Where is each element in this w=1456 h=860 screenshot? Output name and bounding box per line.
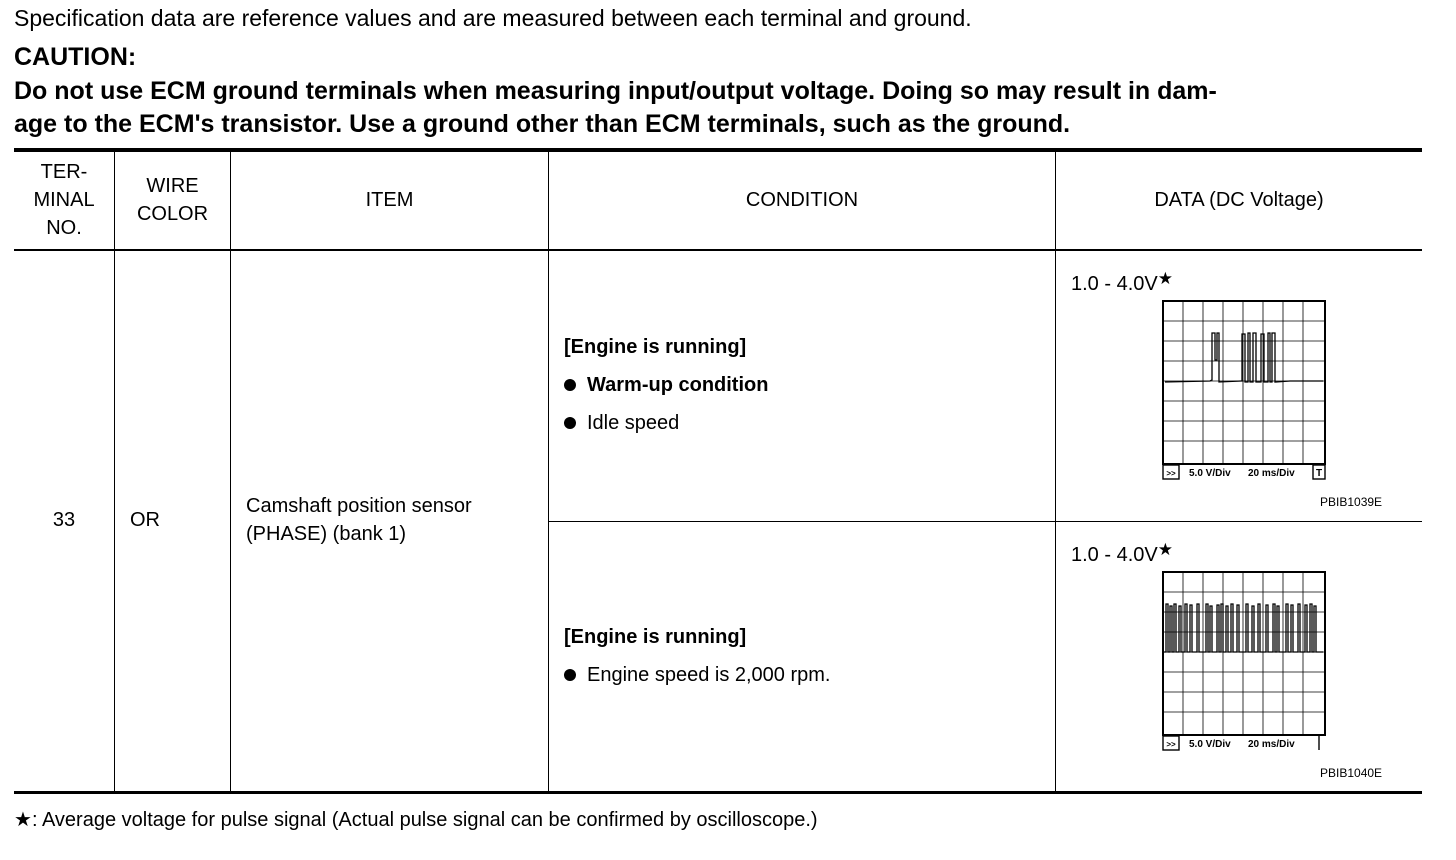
header-bottom-rule	[14, 249, 1422, 251]
scope-2-scale: 5.0 V/Div	[1189, 739, 1231, 750]
table-bottom-rule	[14, 791, 1422, 794]
condition-divider	[548, 521, 1422, 522]
caution-line-1: Do not use ECM ground terminals when measuring input/output voltage. Doing so may result in dam-	[14, 77, 1217, 105]
condition-1-bullet-2	[564, 409, 768, 437]
condition-1-bullet-1-text: Warm-up condition	[587, 374, 769, 396]
condition-1-bullet-1	[564, 371, 768, 399]
scope-1-arrow: >>	[1166, 469, 1176, 478]
header-wire-line-2: COLOR	[136, 203, 209, 225]
voltage-1-value: 1.0 - 4.0V	[1071, 273, 1158, 295]
scope-2-arrow: >>	[1166, 740, 1176, 749]
bullet-dot-icon	[564, 417, 576, 429]
scope-1-time: 20 ms/Div	[1248, 468, 1295, 479]
item-line-1: Camshaft position sensor	[246, 495, 472, 517]
condition-2-bullet-1-text: Engine speed is 2,000 rpm.	[587, 664, 831, 686]
bullet-dot-icon	[564, 669, 576, 681]
header-terminal-no	[14, 152, 114, 248]
voltage-1	[1071, 266, 1173, 297]
header-wire-line-1: WIRE	[146, 175, 199, 197]
voltage-2-value: 1.0 - 4.0V	[1071, 544, 1158, 566]
wire-color: OR	[130, 509, 160, 531]
oscilloscope-waveform-2	[1162, 571, 1328, 753]
spec-table	[14, 148, 1422, 794]
item-line-2: (PHASE) (bank 1)	[246, 523, 407, 545]
header-terminal-line-1: TER-	[40, 161, 88, 183]
item-description	[246, 492, 472, 548]
scope-1-scale: 5.0 V/Div	[1189, 468, 1231, 479]
oscilloscope-waveform-1	[1162, 300, 1328, 482]
figure-code-1: PBIB1039E	[1320, 495, 1383, 509]
condition-2-bullet-1	[564, 661, 831, 689]
condition-1	[564, 333, 768, 437]
header-condition: CONDITION	[745, 189, 859, 211]
header-data: DATA (DC Voltage)	[1154, 189, 1324, 211]
bullet-dot-icon	[564, 379, 576, 391]
star-icon: ★	[14, 809, 32, 831]
voltage-2	[1071, 537, 1173, 568]
figure-code-2: PBIB1040E	[1320, 766, 1383, 780]
caution-line-2: age to the ECM's transistor. Use a ground other than ECM terminals, such as the ground.	[14, 110, 1071, 138]
star-icon: ★	[1157, 269, 1173, 288]
header-terminal-line-3: NO.	[46, 217, 82, 239]
header-wire-color	[115, 152, 230, 248]
condition-1-heading: [Engine is running]	[564, 336, 747, 358]
caution-text	[14, 75, 1424, 141]
caution-title: CAUTION:	[14, 43, 137, 71]
footnote-text: : Average voltage for pulse signal (Actual pulse signal can be confirmed by oscilloscope.)	[31, 809, 818, 831]
scope-1-trigger: T	[1315, 468, 1323, 479]
header-terminal-line-2: MINAL	[33, 189, 95, 211]
footnote	[14, 806, 818, 834]
intro-text: Specification data are reference values and are measured between each terminal and ground.	[14, 5, 972, 31]
condition-1-bullet-2-text: Idle speed	[587, 412, 680, 434]
terminal-number: 33	[52, 509, 76, 531]
star-icon: ★	[1157, 540, 1173, 559]
scope-2-time: 20 ms/Div	[1248, 739, 1295, 750]
condition-2	[564, 623, 831, 689]
header-item: ITEM	[365, 189, 414, 211]
condition-2-heading: [Engine is running]	[564, 626, 747, 648]
